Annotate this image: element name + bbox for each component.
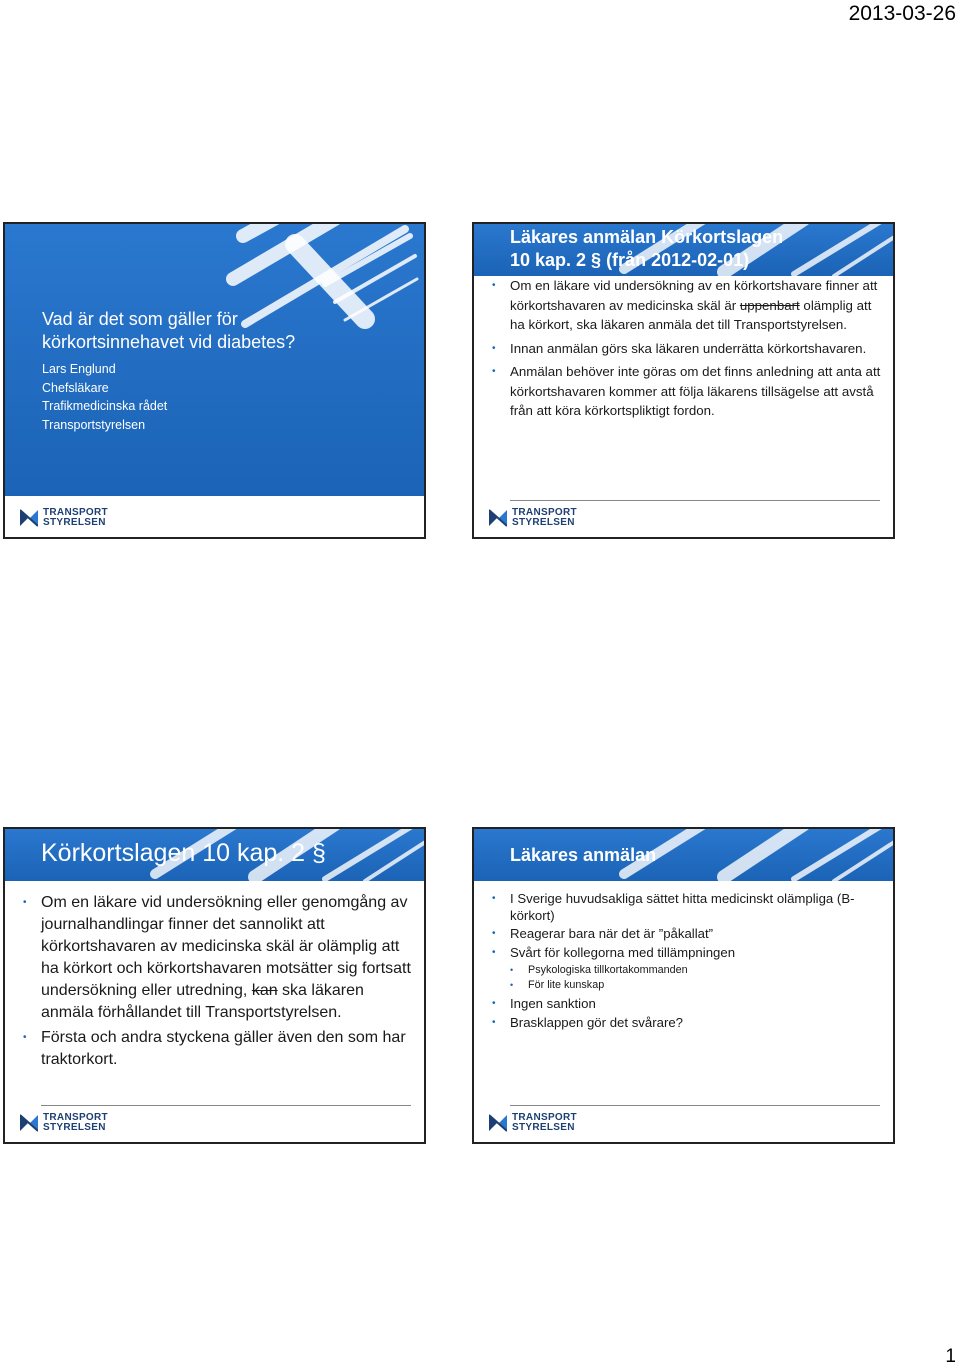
author-role: Chefsläkare [42, 380, 109, 395]
logo-mark-icon [489, 509, 507, 527]
sub-list-item: • Psykologiska tillkortakommanden [492, 963, 883, 978]
logo-line1: TRANSPORT [512, 1112, 577, 1123]
logo-line1: TRANSPORT [43, 1112, 108, 1123]
author-block [42, 360, 167, 434]
list-item: • Brasklappen gör det svårare? [492, 1015, 883, 1032]
logo-line2: STYRELSEN [43, 517, 106, 528]
page-date: 2013-03-26 [848, 2, 956, 25]
struck-word: kan [251, 982, 278, 999]
list-item: • Om en läkare vid undersökning eller genomgång av journalhandlingar finner det sannolikt att körkortshavaren av medicinska skäl är olämplig att ha körkort och körkortshavaren motsätter sig fortsatt undersökning eller utredning, kan ska läkaren anmäla förhållandet till Transportstyrelsen. [23, 892, 414, 1024]
logo-line1: TRANSPORT [43, 507, 108, 518]
transportstyrelsen-logo [20, 1112, 108, 1134]
logo-line1: TRANSPORT [512, 507, 577, 518]
slide-1-title: Vad är det som gäller för körkortsinnehavet vid diabetes? [42, 309, 296, 352]
slide-4 [472, 827, 895, 1144]
slide-2-title [510, 226, 783, 272]
footer-divider [41, 1105, 411, 1106]
slide-2-title-line1: Läkares anmälan Körkortslagen [510, 227, 784, 247]
list-item: • Första och andra styckena gäller även den som har traktorkort. [23, 1027, 414, 1071]
slide-3-title: Körkortslagen 10 kap. 2 § [41, 839, 326, 867]
logo-line2: STYRELSEN [43, 1122, 106, 1133]
transportstyrelsen-logo [489, 507, 577, 529]
slide-3 [3, 827, 426, 1144]
author-name: Lars Englund [42, 362, 116, 376]
transportstyrelsen-logo [489, 1112, 577, 1134]
logo-mark-icon [20, 1114, 38, 1132]
footer-divider [510, 500, 880, 501]
slide-2-title-line2: 10 kap. 2 § (från 2012-02-01) [510, 250, 750, 270]
struck-word: uppenbart [739, 297, 800, 313]
slide-4-bullets [492, 891, 883, 1033]
logo-line2: STYRELSEN [512, 517, 575, 528]
list-item: • Innan anmälan görs ska läkaren underrätta körkortshavaren. [492, 339, 883, 359]
transportstyrelsen-logo [20, 507, 108, 529]
list-item: • Svårt för kollegorna med tillämpningen [492, 945, 883, 962]
logo-mark-icon [20, 509, 38, 527]
slide-1 [3, 222, 426, 539]
slide-2 [472, 222, 895, 539]
author-org: Transportstyrelsen [42, 417, 146, 432]
slide-3-bullets [23, 892, 414, 1074]
list-item: • Om en läkare vid undersökning av en körkortshavare finner att körkortshavaren av medicinska skäl är uppenbart olämplig att ha körkort, ska läkaren anmäla det till Transportstyrelsen. [492, 276, 883, 335]
slide-4-title: Läkares anmälan [510, 845, 657, 865]
logo-mark-icon [489, 1114, 507, 1132]
list-item: • Reagerar bara när det är ”påkallat” [492, 926, 883, 943]
sub-list-item: • För lite kunskap [492, 978, 883, 993]
page-number: 1 [945, 1346, 956, 1367]
slide-3-banner [5, 829, 424, 881]
slide-2-banner [474, 224, 893, 276]
list-item: • Anmälan behöver inte göras om det finns anledning att anta att körkortshavaren kommer att följa läkarens tillsägelse att avstå från att köra körkortspliktigt fordon. [492, 362, 883, 421]
slide-4-banner [474, 829, 893, 881]
list-item: • Ingen sanktion [492, 996, 883, 1013]
list-item: • I Sverige huvudsakliga sättet hitta medicinskt olämpliga (B-körkort) [492, 891, 883, 924]
slide-2-bullets [492, 276, 883, 425]
logo-line2: STYRELSEN [512, 1122, 575, 1133]
author-council: Trafikmedicinska rådet [42, 399, 168, 413]
footer-divider [510, 1105, 880, 1106]
